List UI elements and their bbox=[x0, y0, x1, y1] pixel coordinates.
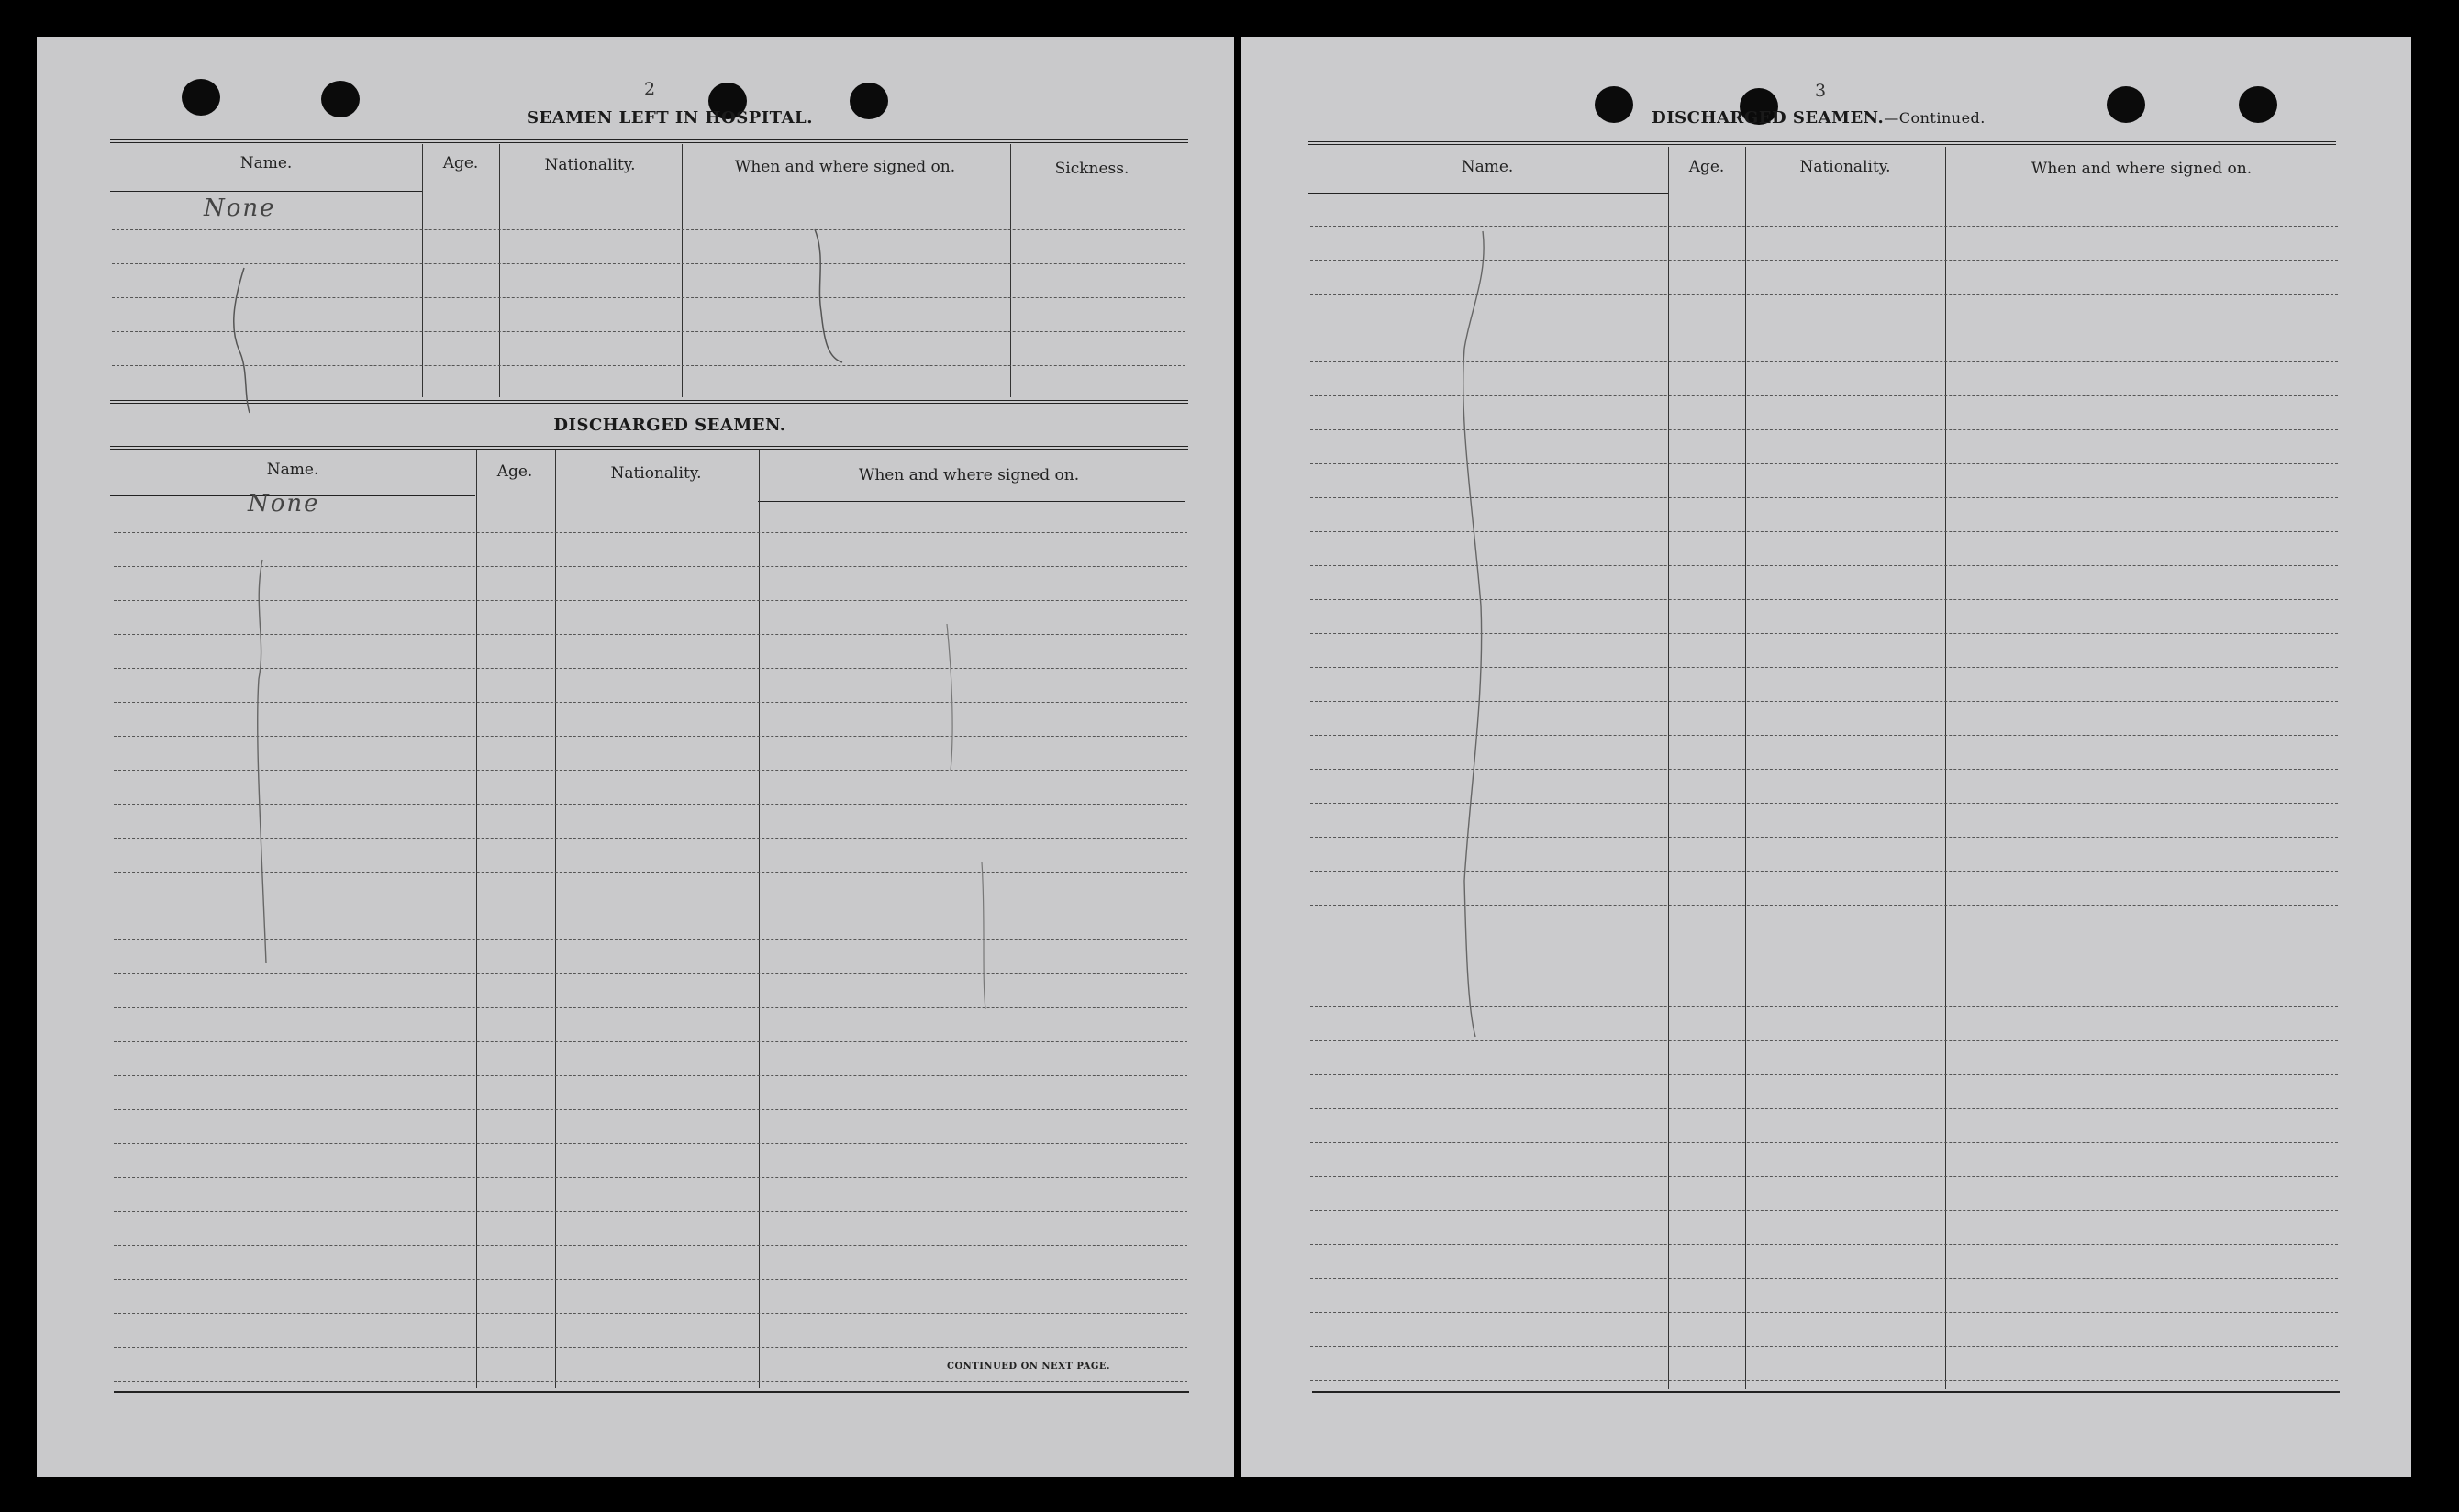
continued-note: CONTINUED ON NEXT PAGE. bbox=[947, 1362, 1111, 1372]
row-line bbox=[114, 770, 1187, 771]
pencil-strokes bbox=[37, 37, 1234, 1477]
col-divider bbox=[1668, 147, 1669, 1389]
section-title-suffix: —Continued. bbox=[1884, 109, 1986, 127]
row-line bbox=[1310, 260, 2338, 261]
row-line bbox=[1310, 395, 2338, 396]
col-divider bbox=[1010, 144, 1011, 397]
col-nationality: Nationality. bbox=[610, 464, 702, 483]
punch-hole bbox=[182, 79, 220, 116]
row-line bbox=[1310, 1278, 2338, 1279]
col-signed-on: When and where signed on. bbox=[734, 158, 956, 176]
table-top-rule bbox=[1308, 141, 2336, 148]
row-line bbox=[114, 1347, 1187, 1348]
row-line bbox=[114, 939, 1187, 940]
col-age: Age. bbox=[442, 154, 479, 172]
row-line bbox=[1310, 1312, 2338, 1313]
row-line bbox=[114, 1279, 1187, 1280]
row-line bbox=[1310, 803, 2338, 804]
row-line bbox=[114, 973, 1187, 974]
row-line bbox=[1310, 1176, 2338, 1177]
hospital-section-title: SEAMEN LEFT IN HOSPITAL. bbox=[527, 108, 813, 128]
row-line bbox=[1310, 226, 2338, 227]
row-line bbox=[1310, 1210, 2338, 1211]
col-divider bbox=[682, 144, 683, 397]
row-line bbox=[114, 600, 1187, 601]
row-line bbox=[1310, 463, 2338, 464]
row-line bbox=[114, 736, 1187, 737]
row-line bbox=[1310, 565, 2338, 566]
row-line bbox=[1310, 667, 2338, 668]
row-line bbox=[1310, 769, 2338, 770]
row-line bbox=[1310, 361, 2338, 362]
row-line bbox=[1310, 735, 2338, 736]
col-divider bbox=[555, 450, 556, 1388]
pencil-strokes bbox=[1241, 37, 2411, 1477]
row-line bbox=[114, 566, 1187, 567]
row-line bbox=[1310, 1380, 2338, 1381]
table-bottom-rule bbox=[1312, 1391, 2340, 1393]
right-page bbox=[1241, 37, 2411, 1477]
col-nationality: Nationality. bbox=[544, 156, 636, 174]
row-line bbox=[112, 229, 1185, 230]
col-divider bbox=[476, 450, 477, 1388]
col-age: Age. bbox=[496, 462, 533, 481]
row-line bbox=[114, 1041, 1187, 1042]
row-line bbox=[114, 668, 1187, 669]
row-line bbox=[114, 532, 1187, 533]
row-line bbox=[112, 331, 1185, 332]
row-line bbox=[1310, 701, 2338, 702]
row-line bbox=[1310, 1346, 2338, 1347]
row-line bbox=[112, 297, 1185, 298]
row-line bbox=[114, 872, 1187, 873]
punch-hole bbox=[2239, 86, 2277, 123]
row-line bbox=[114, 1143, 1187, 1144]
row-line bbox=[114, 634, 1187, 635]
row-line bbox=[1310, 633, 2338, 634]
row-line bbox=[1310, 1108, 2338, 1109]
row-line bbox=[114, 838, 1187, 839]
header-rule bbox=[110, 191, 422, 192]
row-line bbox=[114, 1211, 1187, 1212]
row-line bbox=[112, 263, 1185, 264]
header-rule bbox=[1308, 193, 1668, 194]
row-line bbox=[1310, 1006, 2338, 1007]
section-title-text: DISCHARGED SEAMEN. bbox=[1652, 108, 1885, 128]
row-line bbox=[114, 1245, 1187, 1246]
row-line bbox=[114, 1381, 1187, 1382]
row-line bbox=[1310, 1142, 2338, 1143]
row-line bbox=[1310, 599, 2338, 600]
row-line bbox=[1310, 531, 2338, 532]
row-line bbox=[114, 1109, 1187, 1110]
row-line bbox=[1310, 1074, 2338, 1075]
col-signed-on: When and where signed on. bbox=[2031, 160, 2253, 178]
header-rule bbox=[758, 501, 1185, 502]
col-divider bbox=[422, 144, 423, 397]
col-sickness: Sickness. bbox=[1054, 160, 1129, 178]
page-number: 2 bbox=[643, 79, 656, 99]
col-nationality: Nationality. bbox=[1799, 158, 1891, 176]
row-line bbox=[1310, 837, 2338, 838]
col-divider bbox=[499, 144, 500, 397]
table-top-rule bbox=[110, 139, 1188, 146]
punch-hole bbox=[2107, 86, 2145, 123]
table-top-rule bbox=[110, 446, 1188, 452]
row-line bbox=[1310, 871, 2338, 872]
row-line bbox=[114, 1177, 1187, 1178]
section-title bbox=[1589, 108, 2048, 128]
row-line bbox=[1310, 1244, 2338, 1245]
row-line bbox=[1310, 1040, 2338, 1041]
col-name: Name. bbox=[1461, 158, 1514, 176]
row-line bbox=[112, 365, 1185, 366]
row-line bbox=[114, 702, 1187, 703]
row-line bbox=[114, 1075, 1187, 1076]
col-name: Name. bbox=[239, 154, 293, 172]
punch-hole bbox=[321, 81, 360, 117]
row-line bbox=[1310, 294, 2338, 295]
col-divider bbox=[1745, 147, 1746, 1389]
col-age: Age. bbox=[1688, 158, 1725, 176]
row-line bbox=[1310, 497, 2338, 498]
table-bottom-rule bbox=[110, 400, 1188, 406]
row-line bbox=[114, 1007, 1187, 1008]
table-bottom-rule bbox=[114, 1391, 1189, 1393]
col-name: Name. bbox=[266, 461, 319, 479]
row-line bbox=[114, 804, 1187, 805]
col-divider bbox=[759, 450, 760, 1388]
handwritten-none: None bbox=[204, 195, 276, 222]
discharged-section-title: DISCHARGED SEAMEN. bbox=[553, 416, 786, 435]
left-page bbox=[37, 37, 1234, 1477]
row-line bbox=[1310, 905, 2338, 906]
col-divider bbox=[1945, 147, 1946, 1389]
row-line bbox=[1310, 429, 2338, 430]
handwritten-none: None bbox=[248, 490, 320, 517]
col-signed-on: When and where signed on. bbox=[858, 466, 1080, 484]
page-number: 3 bbox=[1814, 81, 1827, 101]
row-line bbox=[114, 1313, 1187, 1314]
